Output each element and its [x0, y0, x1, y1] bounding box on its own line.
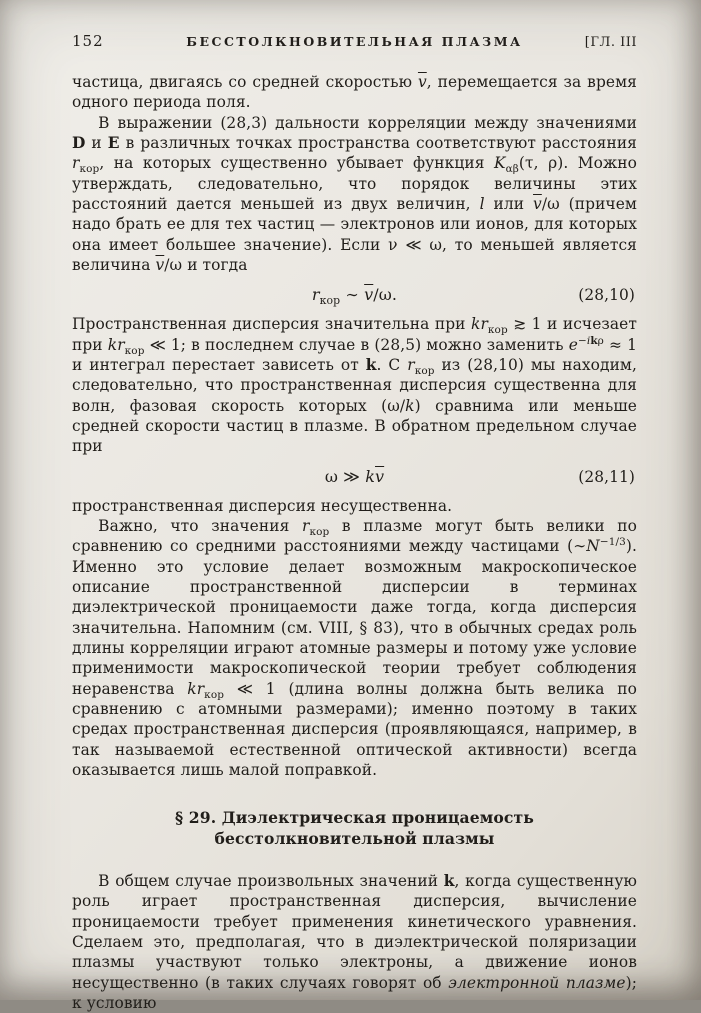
section-heading: § 29. Диэлектрическая проницаемость бесстолкновительной плазмы — [175, 808, 534, 848]
paragraph-spatial-dispersion: Пространственная дисперсия значительна при $kr_{кор}$ ≳ 1 и исчезает при $kr_{кор}$ ≪ 1; в последнем случае в (28,5) можно заменить $e^{-ik\rho} \approx 1$ и интеграл перестает зависеть от k. С $r_{кор}$ из (28,10) мы находим, следовательно, что пространственная дисперсия существенна для волн, фазовая скорость которых (ω/k) сравнима или меньше средней скорости частиц в плазме. В обратном предельном случае при — [72, 315, 638, 456]
equation-number: (28,11) — [578, 467, 635, 486]
paragraph-correlation-distance: В выражении (28,3) дальности корреляции между значениями D и E в различных точках пространства соответствуют расстояния $r_{кор}$, на которых существенно убывает функция $K_{\alpha\beta}(\tau$, ρ). Можно утверждать, следовательно, что порядок величины этих расстояний дается меньшей из двух величин, l или $\overline{v}/\omega$ (причем надо брать ее для тех частиц — электронов или ионов, для которых она имеет большее значение). Если ν ≪ ω, то меньшей является величина $\overline{v}/\omega$ и тогда — [72, 113, 637, 274]
display-equation-28-10 — [72, 284, 637, 308]
running-title: БЕССТОЛКНОВИТЕЛЬНАЯ ПЛАЗМА — [186, 34, 523, 49]
page-number: 152 — [72, 32, 104, 50]
paragraph-continuation: частица, двигаясь со средней скоростью $\overline{v}$, перемещается за время одного периода поля. — [72, 73, 637, 112]
body-text — [72, 72, 637, 1013]
paragraph-dispersion-negligible: пространственная дисперсия несущественна. — [72, 496, 453, 515]
equation-number: (28,10) — [578, 286, 635, 305]
display-equation-28-11 — [72, 466, 637, 487]
chapter-label: [ГЛ. III — [584, 35, 637, 50]
paragraph-kinetic-equation: В общем случае произвольных значений k, когда существенную роль играет пространственная дисперсия, вычисление проницаемости требует применения кинетического уравнения. Сделаем это, предполагая, что в диэлектрической поляризации плазмы участвуют только электроны, а движение ионов несущественно (в таких случаях говорят об электронной плазме); к условию — [72, 871, 637, 1012]
equation-formula: $r_{кор}$ ∼ $\overline{v}/\omega$. — [311, 285, 398, 308]
page-header — [72, 32, 637, 50]
equation-formula: ω ≫ $k\overline{v}$ — [324, 466, 385, 486]
paragraph-macroscopic-description: Важно, что значения $r_{кор}$ в плазме могут быть велики по сравнению со средними расстояниями между частицами $(\sim N^{-1/3})$. Именно это условие делает возможным макроскопическое описание пространственной дисперсии в терминах диэлектрической проницаемости даже тогда, когда дисперсия значительна. Напомним (см. VIII, § 83), что в обычных средах роль длины корреляции играют атомные размеры и потому уже условие применимости макроскопической теории требует соблюдения неравенства $kr_{кор}$ ≪ 1 (длина волны должна быть велика по сравнению с атомными размерами); именно поэтому в таких средах пространственная дисперсия (проявляющаяся, например, в так называемой естественной оптической активности) всегда оказывается лишь малой поправкой. — [72, 517, 637, 780]
